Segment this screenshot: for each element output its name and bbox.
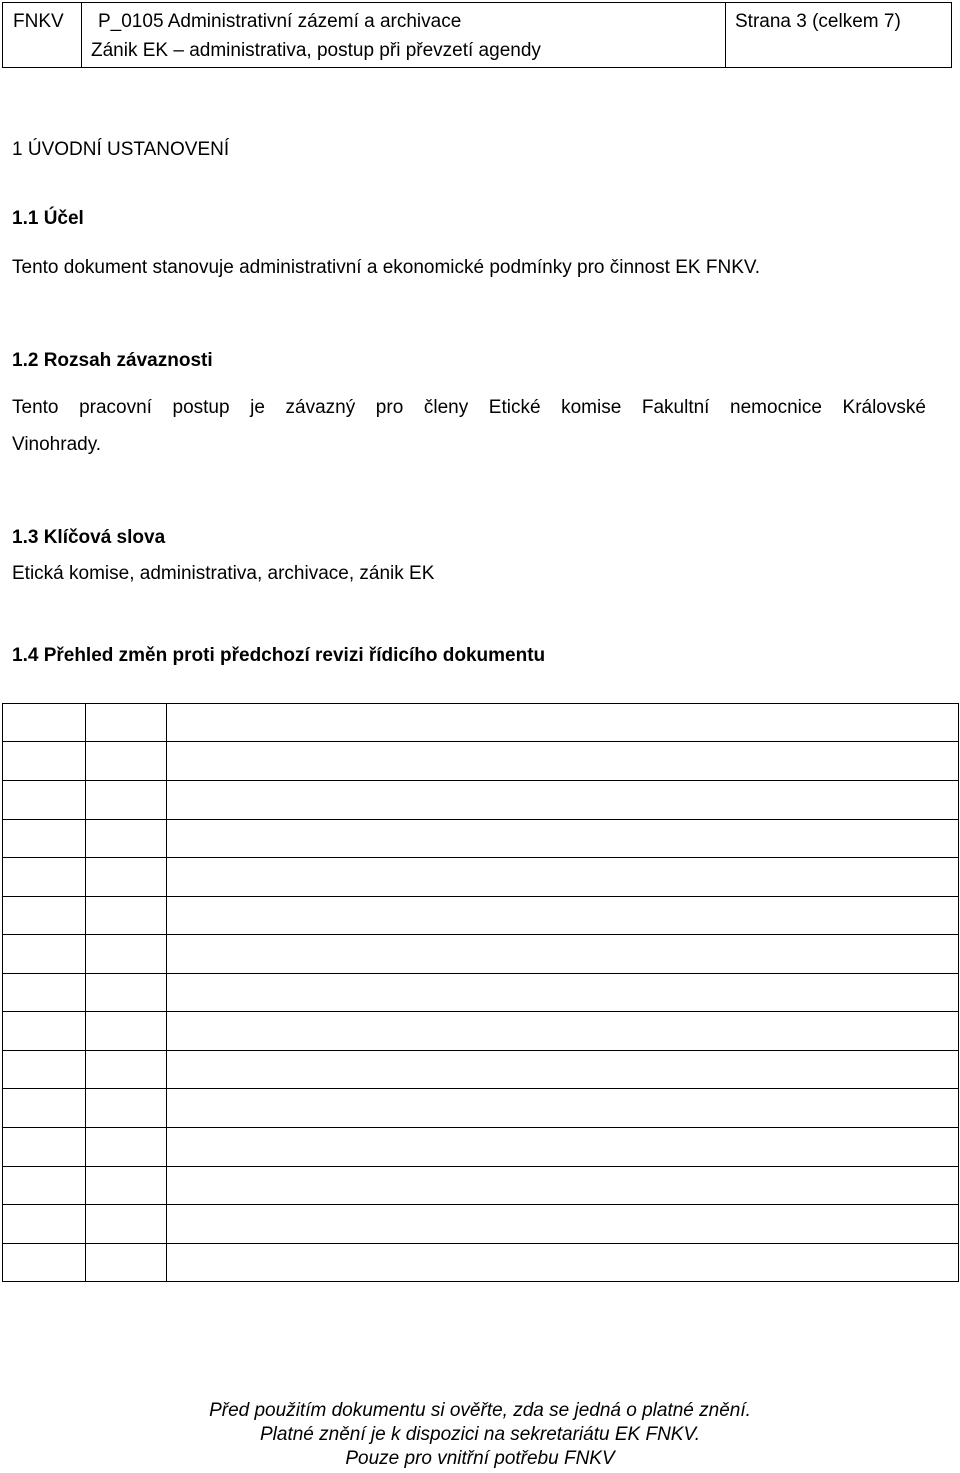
header-org: FNKV — [13, 11, 64, 32]
scope-word: nemocnice — [730, 397, 822, 418]
table-row-divider — [3, 819, 958, 820]
table-row-divider — [3, 1050, 958, 1051]
table-row-divider — [3, 857, 958, 858]
document-header — [2, 2, 952, 68]
table-row-divider — [3, 896, 958, 897]
table-column-divider — [85, 704, 86, 1281]
scope-word: pracovní — [79, 397, 152, 418]
table-row-divider — [3, 1243, 958, 1244]
table-row-divider — [3, 934, 958, 935]
table-row-divider — [3, 1011, 958, 1012]
scope-text-line-2: Vinohrady. — [12, 434, 102, 455]
scope-word: Královské — [842, 397, 926, 418]
footer-availability-note: Platné znění je k dispozici na sekretariátu EK FNKV. — [259, 1424, 701, 1445]
scope-word: Tento — [12, 397, 59, 418]
table-row-divider — [3, 1204, 958, 1205]
scope-word: závazný — [285, 397, 356, 418]
footer-internal-use-note: Pouze pro vnitřní potřebu FNKV — [345, 1448, 615, 1469]
subsection-heading-keywords: 1.3 Klíčová slova — [12, 527, 166, 548]
section-heading: 1 ÚVODNÍ USTANOVENÍ — [12, 139, 230, 160]
subsection-heading-purpose: 1.1 Účel — [12, 208, 84, 229]
header-subtitle: Zánik EK – administrativa, postup při převzetí agendy — [91, 40, 541, 61]
table-row-divider — [3, 1127, 958, 1128]
table-row-divider — [3, 1088, 958, 1089]
subsection-heading-changes: 1.4 Přehled změn proti předchozí revizi řídicího dokumentu — [12, 645, 546, 666]
header-divider — [81, 3, 82, 67]
purpose-text: Tento dokument stanovuje administrativní a ekonomické podmínky pro činnost EK FNKV. — [12, 257, 761, 278]
table-row-divider — [3, 973, 958, 974]
header-divider — [725, 3, 726, 67]
subsection-heading-scope: 1.2 Rozsah závaznosti — [12, 350, 213, 371]
table-row-divider — [3, 780, 958, 781]
keywords-text: Etická komise, administrativa, archivace, zánik EK — [12, 563, 435, 584]
scope-text-line — [12, 397, 926, 419]
table-row-divider — [3, 741, 958, 742]
scope-word: pro — [375, 397, 404, 418]
scope-word: Etické — [488, 397, 541, 418]
scope-word: postup — [172, 397, 230, 418]
header-doc-title: P_0105 Administrativní zázemí a archivace — [98, 11, 462, 32]
table-row-divider — [3, 1166, 958, 1167]
header-page-number: Strana 3 (celkem 7) — [735, 11, 901, 32]
footer-validity-note: Před použitím dokumentu si ověřte, zda se jedná o platné znění. — [209, 1400, 751, 1421]
scope-word: členy — [423, 397, 469, 418]
scope-word: je — [250, 397, 265, 418]
table-column-divider — [166, 704, 167, 1281]
scope-word: komise — [561, 397, 622, 418]
changes-table — [2, 703, 959, 1282]
scope-word: Fakultní — [641, 397, 710, 418]
